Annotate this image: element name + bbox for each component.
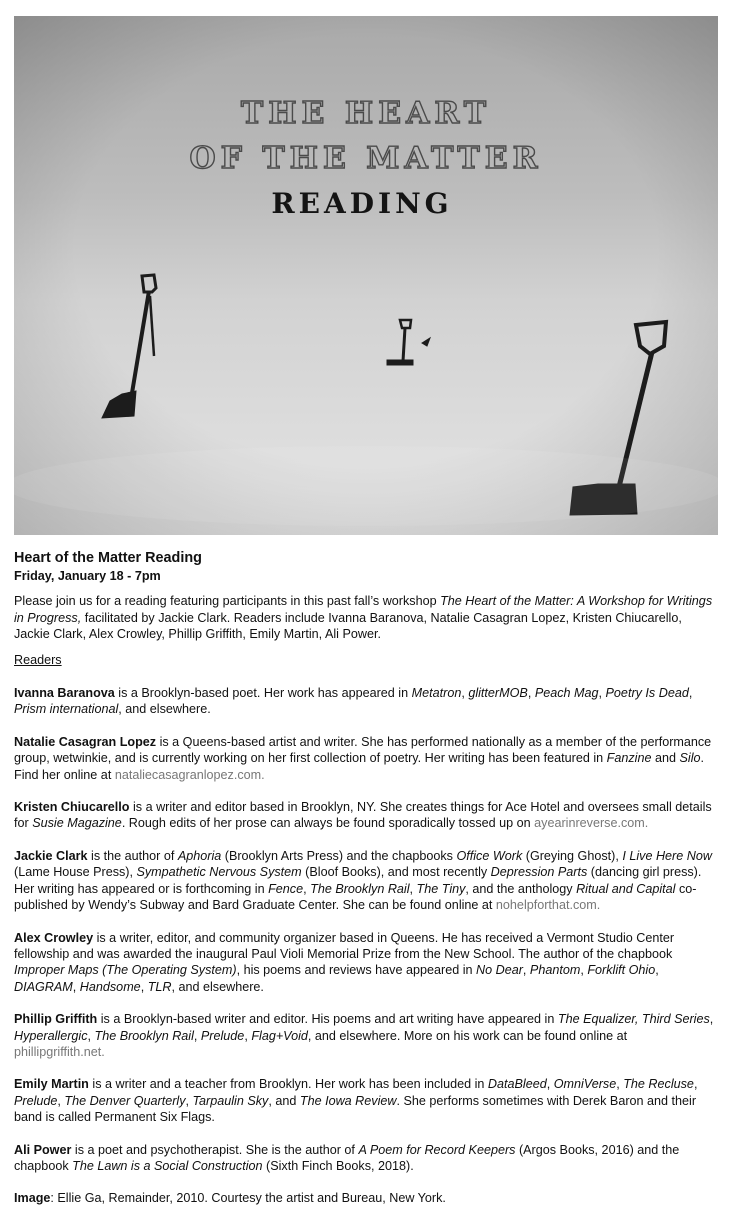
- image-credit: [14, 1190, 718, 1206]
- bio-emily-martin: Emily Martin is a writer and a teacher from Brooklyn. Her work has been included in DataBleed, OmniVerse, The Recluse, Prelude, The Denver Quarterly, Tarpaulin Sky, and The Iowa Review. She performs sometimes with Derek Baron and their band is called Permanent Six Flags.: [14, 1077, 698, 1125]
- link-nataliecasagranlopez[interactable]: nataliecasagranlopez.com.: [114, 767, 265, 782]
- hero-title-line1: THE HEART: [240, 96, 492, 131]
- image-credit-text: : Ellie Ga, Remainder, 2010. Courtesy the artist and Bureau, New York.: [50, 1191, 446, 1206]
- bio-name: Natalie Casagran Lopez: [14, 734, 157, 749]
- bio-name: Ivanna Baranova: [14, 686, 115, 701]
- hero-title-line3: READING: [271, 187, 453, 220]
- hero-image: [14, 16, 718, 535]
- image-credit-label: Image: [14, 1191, 51, 1206]
- event-date: Friday, January 18 - 7pm: [14, 569, 161, 583]
- event-intro: [14, 593, 718, 642]
- readers-heading: Readers: [14, 652, 62, 667]
- intro-workshop-title: The Heart of the Matter: A Workshop for Writings in Progress,: [14, 594, 713, 625]
- bio-name: Emily Martin: [14, 1077, 89, 1092]
- bio-jackie-clark: Jackie Clark is the author of Aphoria (Brooklyn Arts Press) and the chapbooks Office Work (Greying Ghost), I Live Here Now (Lame House Press), Sympathetic Nervous System (Bloof Books), and most recently Depression Parts (dancing girl press). Her writing has appeared or is forthcoming in Fence, The Brooklyn Rail, The Tiny, and the anthology Ritual and Capital co-published by Wendy’s Subway and Bard Graduate Center. She can be found online at nohelpforthat.com.: [14, 848, 712, 913]
- event-content: [14, 549, 718, 1207]
- intro-text: Please join us for a reading featuring participants in this past fall’s workshop: [14, 594, 441, 609]
- bio-phillip-griffith: Phillip Griffith is a Brooklyn-based writer and editor. His poems and art writing have appeared in The Equalizer, Third Series, Hyperallergic, The Brooklyn Rail, Prelude, Flag+Void, and elsewhere. More on his work can be found online at phillipgriffith.net.: [14, 1012, 714, 1059]
- link-phillipgriffith[interactable]: phillipgriffith.net.: [14, 1044, 105, 1059]
- hero-title-line2: OF THE MATTER: [189, 141, 543, 176]
- bio-ali-power: Ali Power is a poet and psychotherapist. She is the author of A Poem for Record Keepers (Argos Books, 2016) and the chapbook The Lawn is a Social Construction (Sixth Finch Books, 2018).: [14, 1142, 680, 1173]
- intro-text: facilitated by Jackie Clark. Readers include Ivanna Baranova, Natalie Casagran Lopez, Kristen Chiucarello, Jackie Clark, Alex Crowley, Phillip Griffith, Emily Martin, Ali Power.: [14, 610, 682, 642]
- bio-natalie-casagran-lopez: Natalie Casagran Lopez is a Queens-based artist and writer. She has performed nationally as a member of the performance group, wetwinkie, and is currently working on her first collection of poetry. Her writing has been featured in Fanzine and Silo. Find her online at nataliecasagranlopez.com.: [14, 734, 712, 782]
- bio-name: Jackie Clark: [14, 848, 88, 863]
- bio-name: Alex Crowley: [14, 930, 94, 945]
- link-nohelpforthat[interactable]: nohelpforthat.com.: [495, 898, 601, 913]
- bio-name: Ali Power: [14, 1142, 72, 1157]
- link-ayearinreverse[interactable]: ayearinreverse.com.: [534, 816, 649, 831]
- event-title: Heart of the Matter Reading: [14, 550, 202, 566]
- bio-name: Phillip Griffith: [14, 1012, 98, 1027]
- bio-ivanna-baranova: Ivanna Baranova is a Brooklyn-based poet. Her work has appeared in Metatron, glitterMOB, Peach Mag, Poetry Is Dead, Prism international, and elsewhere.: [14, 686, 693, 717]
- bio-kristen-chiucarello: Kristen Chiucarello is a writer and editor based in Brooklyn, NY. She creates things for Ace Hotel and oversees small details for Susie Magazine. Rough edits of her prose can always be found sporadically tossed up on ayearinreverse.com.: [14, 800, 712, 831]
- bio-name: Kristen Chiucarello: [14, 800, 130, 815]
- bio-alex-crowley: Alex Crowley is a writer, editor, and community organizer based in Queens. He has received a Vermont Studio Center fellowship and was awarded the inaugural Paul Violi Memorial Prize from the New School. The author of the chapbook Improper Maps (The Operating System), his poems and reviews have appeared in No Dear, Phantom, Forklift Ohio, DIAGRAM, Handsome, TLR, and elsewhere.: [14, 930, 675, 994]
